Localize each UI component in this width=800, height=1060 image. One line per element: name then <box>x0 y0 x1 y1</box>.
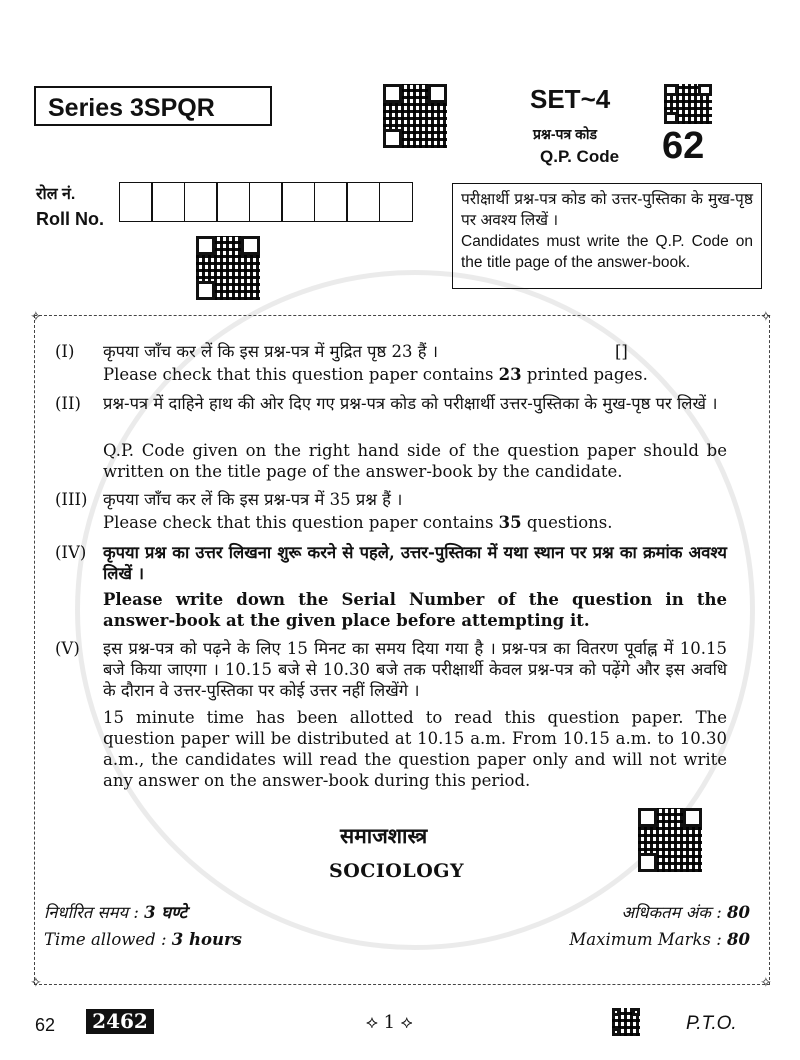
qp-code-note <box>452 183 762 289</box>
instruction-english <box>103 364 727 385</box>
qr-code-icon <box>638 808 702 872</box>
instruction-text: printed pages. <box>521 365 648 384</box>
instruction-hindi: कृपया प्रश्न का उत्तर लिखना शुरू करने से पहले, उत्तर-पुस्तिका में यथा स्थान पर प्रश्न का क्रमांक अवश्य लिखें । <box>103 543 727 583</box>
corner-star-icon: ✧ <box>30 309 42 325</box>
roll-box[interactable] <box>314 182 348 222</box>
marks-value: 80 <box>727 903 750 922</box>
qr-code-icon <box>383 84 447 148</box>
instruction-number: (IV) <box>55 543 87 562</box>
instruction-number: (V) <box>55 639 80 658</box>
instruction-text: Please check that this question paper contains <box>103 365 499 384</box>
set-label: SET~4 <box>530 84 611 114</box>
qp-code-label: Q.P. Code <box>540 147 620 166</box>
instruction-english: Q.P. Code given on the right hand side of the question paper should be written on the title page of the answer-book by the candidate. <box>103 441 727 481</box>
corner-star-icon: ✧ <box>760 309 772 325</box>
roll-box[interactable] <box>184 182 218 222</box>
instruction-text: questions. <box>521 513 613 532</box>
footer-code-box: 2462 <box>86 1009 154 1034</box>
instruction-bold-number: 23 <box>498 365 522 384</box>
time-value: 3 घण्टे <box>144 903 188 922</box>
instruction-english <box>103 512 727 533</box>
instruction-number: (I) <box>55 342 75 361</box>
time-label: निर्धारित समय : <box>44 903 145 922</box>
roll-box[interactable] <box>151 182 185 222</box>
time-allowed <box>44 930 242 949</box>
instruction-bold-number: 35 <box>498 513 522 532</box>
instruction-hindi: इस प्रश्न-पत्र को पढ़ने के लिए 15 मिनट का समय दिया गया है । प्रश्न-पत्र का वितरण पूर्वाह्न में 10.15 बजे किया जाएगा । 10.15 बजे से 10.30 बजे तक परीक्षार्थी केवल प्रश्न-पत्र को पढ़ेंगे और इस अवधि के दौरान वे उत्तर-पुस्तिका पर कोई उत्तर नहीं लिखेंगे । <box>103 639 727 700</box>
time-allowed-hindi <box>44 900 187 923</box>
roll-box[interactable] <box>281 182 315 222</box>
instruction-hindi: प्रश्न-पत्र में दाहिने हाथ की ओर दिए गए प्रश्न-पत्र कोड को परीक्षार्थी उत्तर-पुस्तिका के मुख-पृष्ठ पर लिखें । <box>103 394 718 413</box>
roll-label: Roll No. <box>36 209 104 229</box>
instruction-number: (III) <box>55 490 88 509</box>
instruction-hindi: कृपया जाँच कर लें कि इस प्रश्न-पत्र में 35 प्रश्न हैं । <box>103 490 403 509</box>
pto-label: P.T.O. <box>686 1013 737 1034</box>
roll-label-hindi: रोल नं. <box>36 186 76 203</box>
time-label: Time allowed : <box>44 930 172 949</box>
series-label: Series 3SPQR <box>34 86 272 126</box>
qr-code-icon <box>196 236 260 300</box>
corner-star-icon: ✧ <box>30 975 42 991</box>
page-number-value: 1 <box>383 1012 396 1033</box>
instruction-english: 15 minute time has been allotted to read this question paper. The question paper will be distributed at 10.15 a.m. From 10.15 a.m. to 10.30 a.m., the candidates will read the question paper only and will not write any answer on the answer-book during this period. <box>103 708 727 790</box>
marks-label: अधिकतम अंक : <box>621 903 728 922</box>
qr-code-icon <box>664 84 712 124</box>
instruction-english: Please write down the Serial Number of the question in the answer-book at the given place before attempting it. <box>103 590 727 630</box>
instruction-number: (II) <box>55 394 81 413</box>
roll-box[interactable] <box>119 182 153 222</box>
roll-box[interactable] <box>216 182 250 222</box>
max-marks <box>569 930 750 949</box>
max-marks-hindi <box>621 900 750 923</box>
subject-title: SOCIOLOGY <box>329 860 465 882</box>
note-english: Candidates must write the Q.P. Code on the title page of the answer-book. <box>461 233 753 271</box>
marks-label: Maximum Marks : <box>569 930 728 949</box>
instruction-text: Please check that this question paper contains <box>103 513 499 532</box>
note-hindi: परीक्षार्थी प्रश्न-पत्र कोड को उत्तर-पुस्तिका के मुख-पृष्ठ पर अवश्य लिखें । <box>461 191 753 229</box>
marks-value: 80 <box>727 930 750 949</box>
footer-qp-code: 62 <box>35 1015 56 1035</box>
instruction-hindi-text: कृपया जाँच कर लें कि इस प्रश्न-पत्र में मुद्रित पृष्ठ 23 हैं । <box>103 342 439 361</box>
roll-number-grid[interactable] <box>120 182 413 222</box>
qr-code-icon <box>612 1008 640 1036</box>
qp-code-number: 62 <box>662 125 705 167</box>
roll-box[interactable] <box>249 182 283 222</box>
subject-title-hindi: समाजशास्त्र <box>340 823 428 848</box>
time-value: 3 hours <box>171 930 242 949</box>
instruction-hindi <box>103 341 727 362</box>
roll-box[interactable] <box>346 182 380 222</box>
roll-box[interactable] <box>379 182 413 222</box>
corner-star-icon: ✧ <box>760 975 772 991</box>
bracket-mark: [] <box>615 342 628 361</box>
qp-code-label-hindi: प्रश्न-पत्र कोड <box>533 126 597 142</box>
page-number: ⟡ 1 ⟡ <box>366 1012 413 1033</box>
